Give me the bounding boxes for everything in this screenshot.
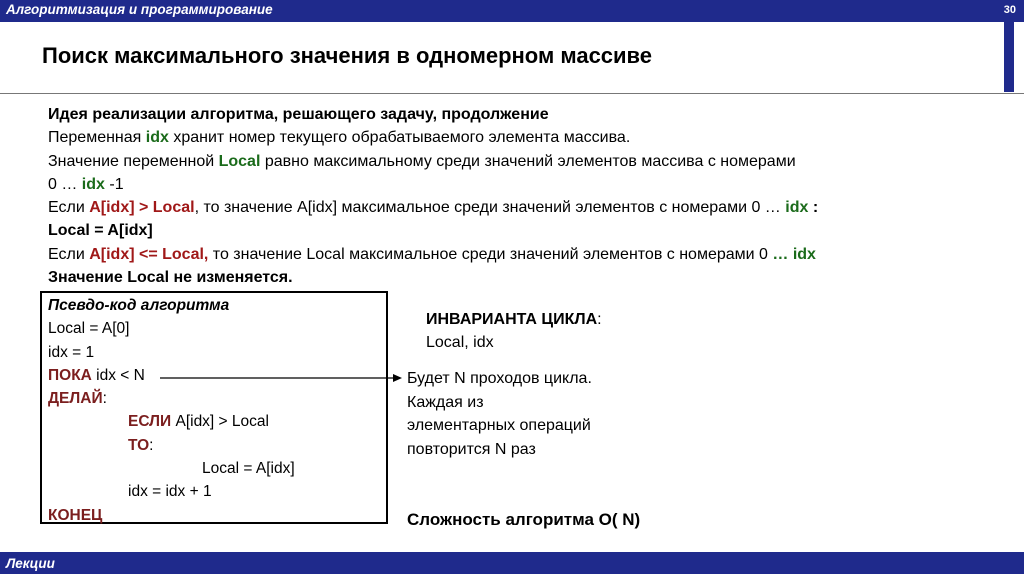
- note-line-1: Будет N проходов цикла.: [407, 370, 592, 387]
- complexity: Сложность алгоритма O( N): [407, 510, 641, 529]
- code-init-local: Local = A[0]: [48, 320, 130, 338]
- code-init-idx: idx = 1: [48, 343, 95, 361]
- course-title: Алгоритмизация и программирование: [6, 2, 273, 17]
- invariant-label: ИНВАРИАНТА ЦИКЛА:: [426, 311, 602, 328]
- footer-label: Лекции: [6, 556, 55, 571]
- idea-line-7: Значение Local не изменяется.: [48, 269, 293, 287]
- page-number: 30: [1003, 4, 1016, 16]
- loop-note: [407, 367, 592, 461]
- idea-line-4: Если A[idx] > Local, то значение A[idx] максимальное среди значений элементов с номерами 0 … idx :: [48, 199, 819, 217]
- note-line-2: Каждая из: [407, 393, 484, 411]
- code-while: ПОКА idx < N: [48, 366, 145, 384]
- invariant-vars: Local, idx: [426, 334, 494, 351]
- code-do: ДЕЛАЙ:: [48, 390, 107, 408]
- footer-bar: [0, 552, 1024, 574]
- note-line-4: повторится N раз: [407, 440, 536, 458]
- idea-line-2: Значение переменной Local равно максимальному среди значений элементов массива с номерами: [48, 152, 796, 170]
- idea-line-6: Если A[idx] <= Local, то значение Local максимальное среди значений элементов с номерами 0 … idx: [48, 245, 816, 263]
- pseudocode-heading: Псевдо-код алгоритма: [48, 297, 230, 314]
- code-then: ТО:: [128, 436, 154, 454]
- code-assign: Local = A[idx]: [202, 460, 295, 478]
- idea-line-3: 0 … idx -1: [48, 175, 124, 193]
- note-line-3: элементарных операций: [407, 417, 591, 434]
- idea-heading: Идея реализации алгоритма, решающего задачу, продолжение: [48, 106, 549, 123]
- code-increment: idx = idx + 1: [128, 483, 212, 501]
- idea-line-1: Переменная idx хранит номер текущего обрабатываемого элемента массива.: [48, 129, 631, 147]
- code-end: КОНЕЦ: [48, 506, 103, 524]
- code-if: ЕСЛИ A[idx] > Local: [128, 413, 269, 431]
- idea-line-5: Local = A[idx]: [48, 222, 153, 240]
- slide-title: Поиск максимального значения в одномерном массиве: [42, 43, 653, 68]
